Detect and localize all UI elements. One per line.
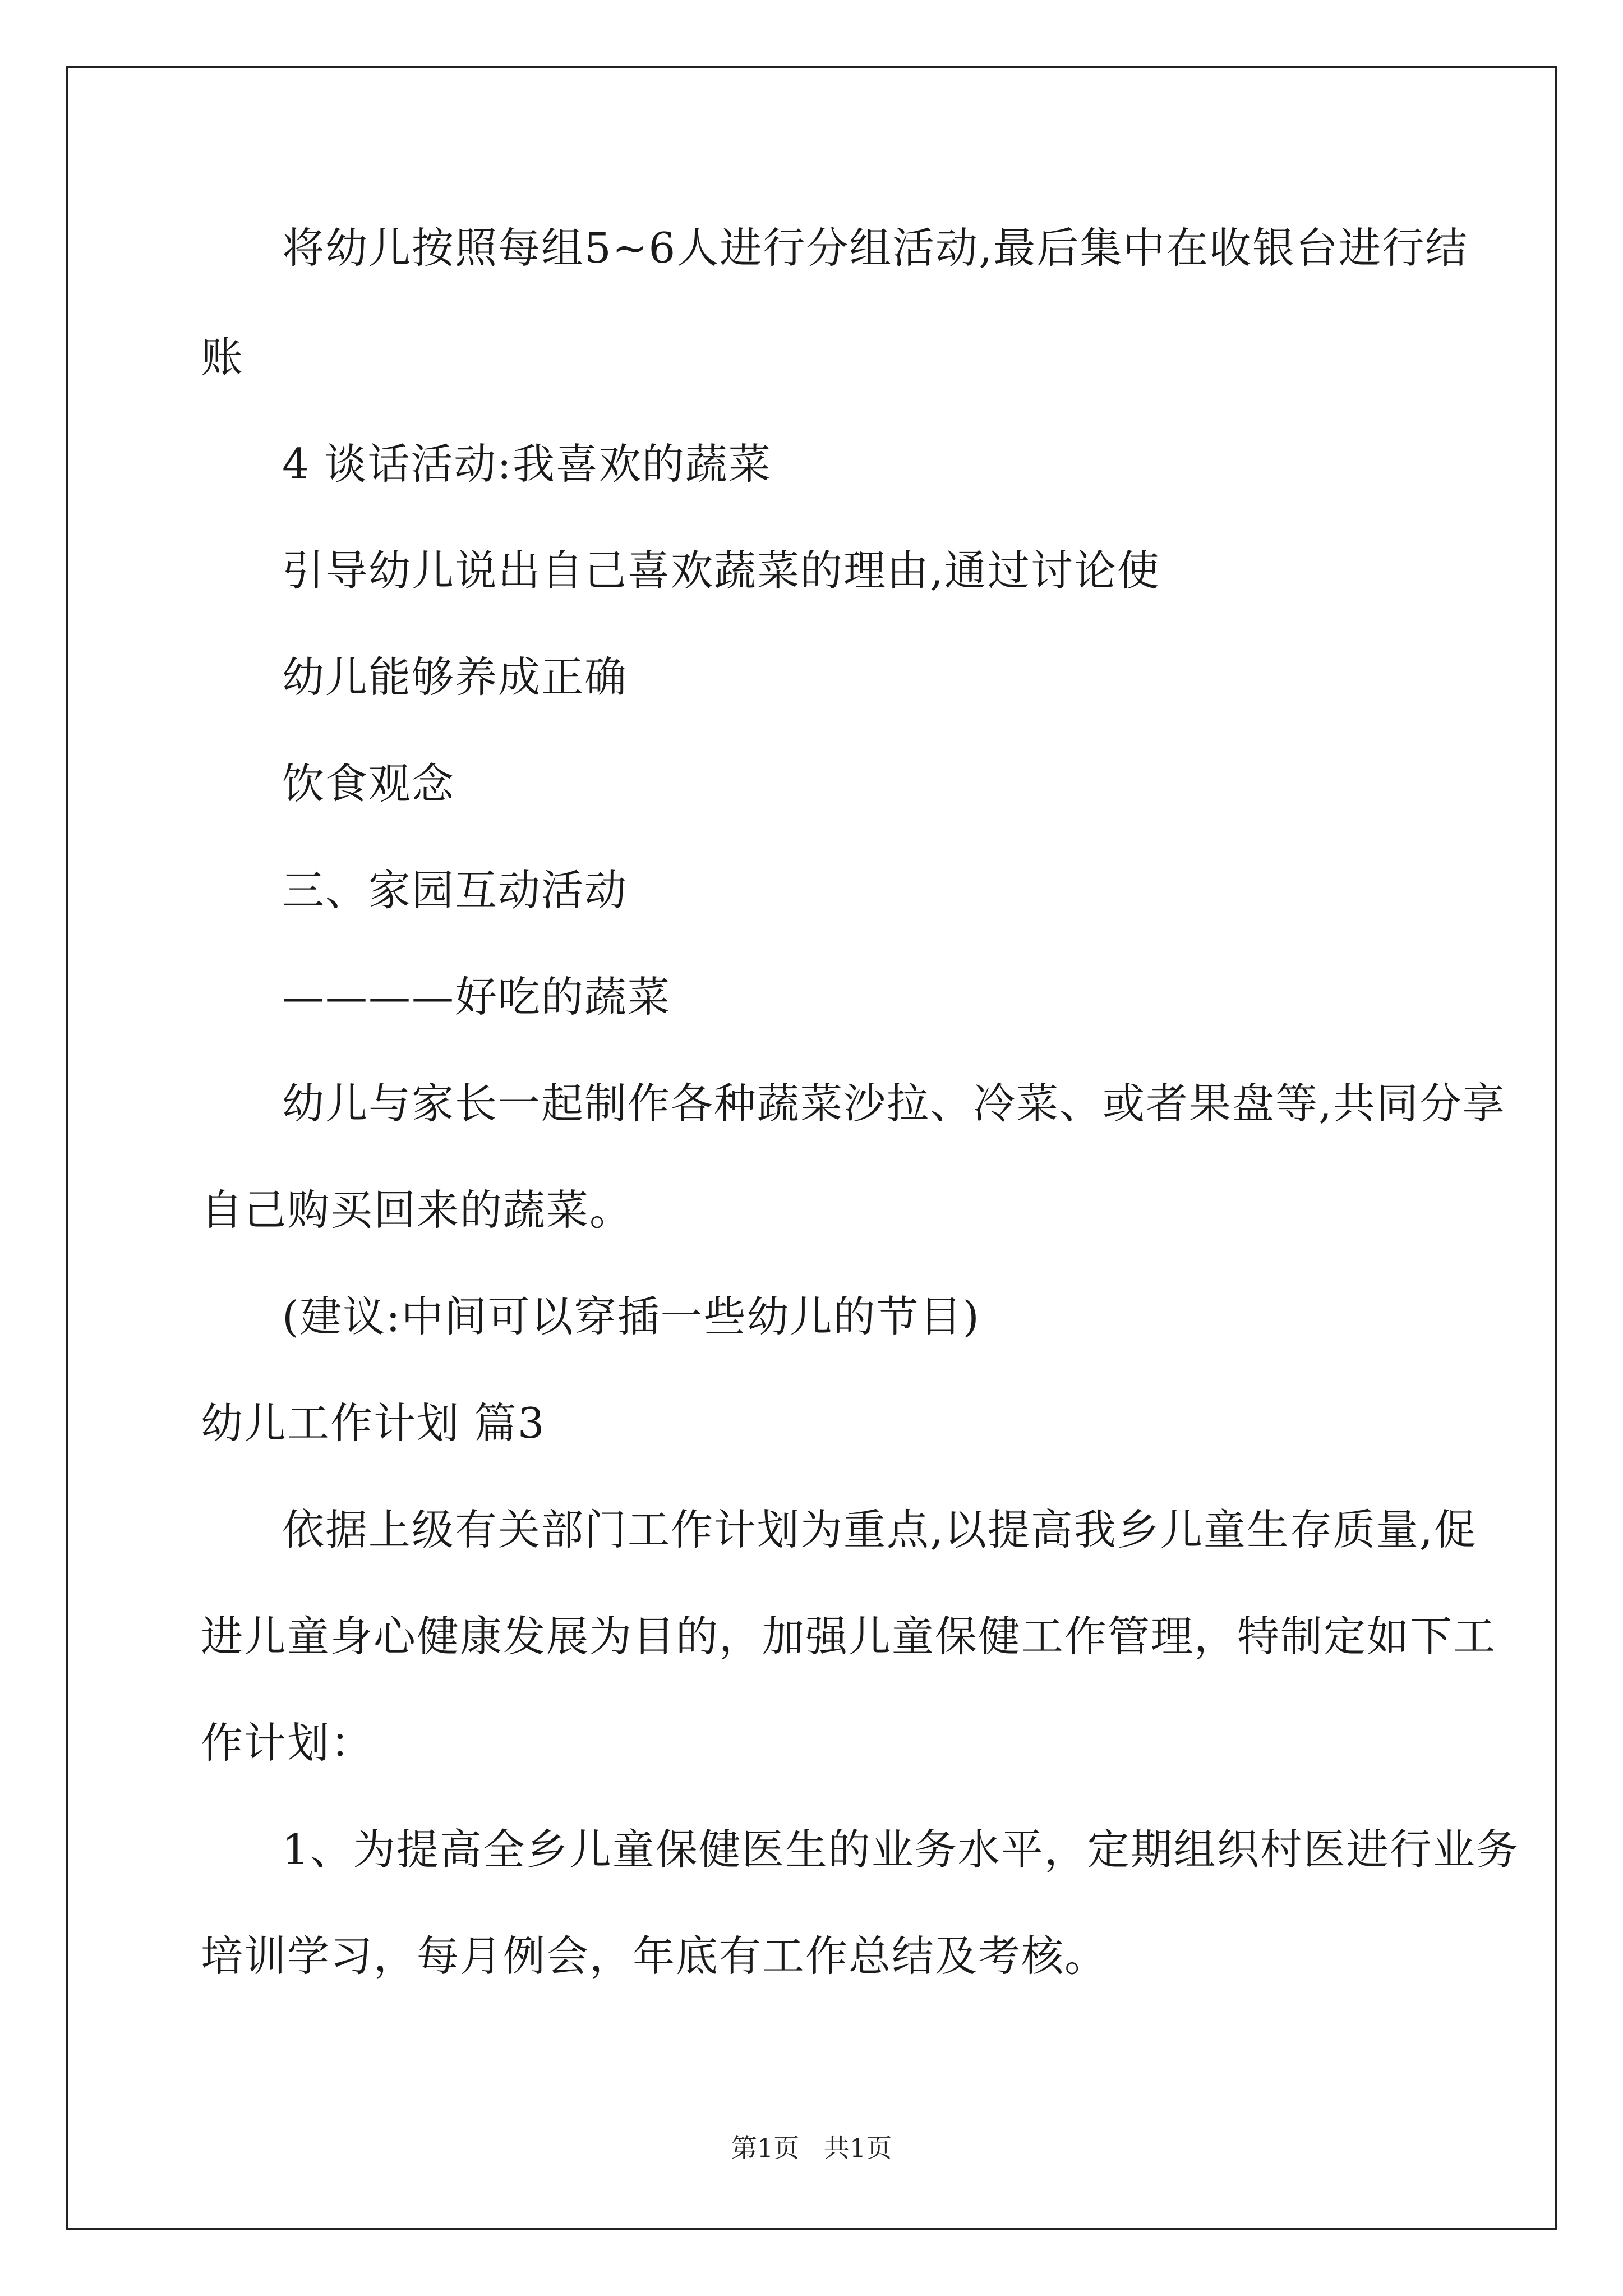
paragraph-line: 幼儿与家长一起制作各种蔬菜沙拉、冷菜、或者果盘等,共同分享	[282, 1079, 1506, 1128]
section-subheading: ————好吃的蔬菜	[282, 972, 671, 1022]
paragraph-line: 1、为提高全乡儿童保健医生的业务水平，定期组织村医进行业务	[282, 1825, 1519, 1874]
paragraph-line: 将幼儿按照每组5~6人进行分组活动,最后集中在收银台进行结	[282, 223, 1469, 273]
paragraph-line: 培训学习，每月例会，年底有工作总结及考核。	[201, 1931, 1108, 1981]
paragraph-line: 自己购买回来的蔬菜。	[201, 1185, 633, 1235]
page-number-footer: 第1页 共1页	[731, 2133, 892, 2163]
paragraph-line: 依据上级有关部门工作计划为重点,以提高我乡儿童生存质量,促	[282, 1505, 1477, 1554]
page-border	[66, 66, 1557, 2230]
paragraph-line: (建议:中间可以穿插一些幼儿的节目)	[282, 1292, 980, 1341]
paragraph-line: 账	[201, 333, 245, 382]
paragraph-line: 幼儿能够养成正确	[282, 652, 628, 702]
paragraph-line: 饮食观念	[282, 759, 455, 808]
chapter-title: 幼儿工作计划 篇3	[201, 1398, 546, 1448]
paragraph-line: 进儿童身心健康发展为目的，加强儿童保健工作管理，特制定如下工	[201, 1612, 1497, 1661]
section-heading: 三、家园互动活动	[282, 866, 628, 915]
paragraph-line: 作计划：	[201, 1718, 374, 1768]
paragraph-line: 引导幼儿说出自己喜欢蔬菜的理由,通过讨论使	[282, 546, 1160, 595]
section-heading: 4 谈话活动:我喜欢的蔬菜	[282, 439, 772, 489]
